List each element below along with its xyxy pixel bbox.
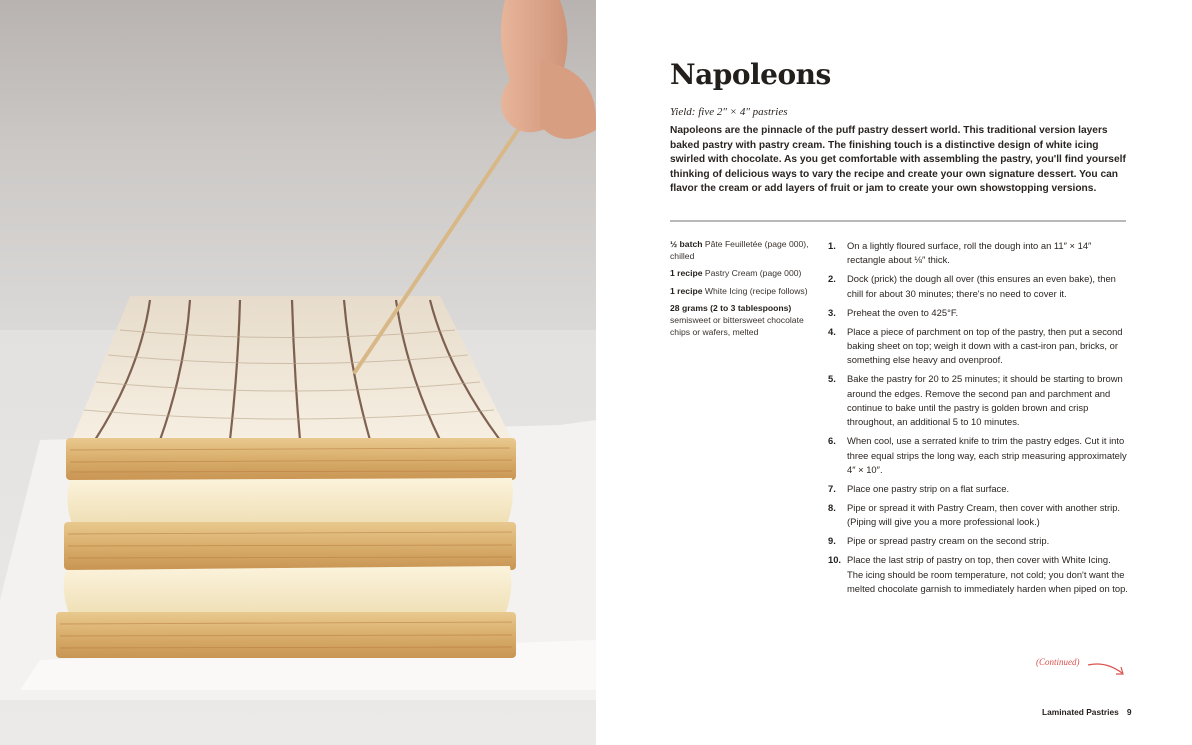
recipe-title: Napoleons xyxy=(670,58,831,91)
method-step: 9. Pipe or spread pastry cream on the second strip. xyxy=(828,535,1050,547)
method-steps xyxy=(828,239,1128,601)
method-step: 3. Preheat the oven to 425°F. xyxy=(828,306,959,318)
method-step: 10. Place the last strip of pastry on top, then cover with White Icing. The icing should be room temperature, not cold; you don't want the melted chocolate garnish to immediately harden when piped on top. xyxy=(828,554,1128,595)
recipe-intro: Napoleons are the pinnacle of the puff pastry dessert world. This traditional version layers baked pastry with pastry cream. The finishing touch is a distinctive design of white icing swirled with chocolate. As you get comfortable with assembling the pastry, you'll find yourself thinking of delicious ways to vary the recipe and create your own signature dessert. You can flavor the cream or add layers of fruit or jam to create your own showstopping versions. xyxy=(670,125,1126,195)
method-step: 5. Bake the pastry for 20 to 25 minutes; it should be starting to brown around the edges. Remove the second pan and parchment and continue to bake until the pastry is golden brown and crisp throughout, an additional 5 to 10 minutes. xyxy=(828,373,1123,428)
ingredient-item: 28 grams (2 to 3 tablespoons) semisweet or bittersweet chocolate chips or wafers, melted xyxy=(670,303,804,337)
page-number: 9 xyxy=(1126,707,1132,717)
method-step: 4. Place a piece of parchment on top of the pastry, then put a second baking sheet on top; weigh it down with a cast-iron pan, bricks, or something else heavy and ovenproof. xyxy=(828,325,1123,366)
method-step: 6. When cool, use a serrated knife to trim the pastry edges. Cut it into three equal strips the long way, each strip measuring approximately 4″ × 10″. xyxy=(828,435,1127,476)
section-divider xyxy=(670,220,1126,222)
ingredient-item: ½ batch Pâte Feuilletée (page 000), chilled xyxy=(670,239,809,261)
method-step: 2. Dock (prick) the dough all over (this ensures an even bake), then chill for about 30 minutes; there's no need to cover it. xyxy=(828,273,1116,299)
ingredient-item: 1 recipe Pastry Cream (page 000) xyxy=(670,268,802,279)
method-step: 7. Place one pastry strip on a flat surface. xyxy=(828,483,1010,495)
footer-section-name: Laminated Pastries xyxy=(1042,707,1119,717)
ingredient-list xyxy=(670,239,810,344)
method-step: 1. On a lightly floured surface, roll the dough into an 11″ × 14″ rectangle about ⅛″ thick. xyxy=(828,240,1092,266)
arrow-right-icon xyxy=(1086,659,1128,681)
method-step: 8. Pipe or spread it with Pastry Cream, then cover with another strip. (Piping will give you a more professional look.) xyxy=(828,502,1121,528)
recipe-yield: Yield: five 2″ × 4″ pastries xyxy=(670,106,788,118)
continued-note: (Continued) xyxy=(1036,657,1080,667)
ingredient-item: 1 recipe White Icing (recipe follows) xyxy=(670,285,808,296)
recipe-page xyxy=(596,0,1192,745)
page-footer xyxy=(1042,707,1131,717)
